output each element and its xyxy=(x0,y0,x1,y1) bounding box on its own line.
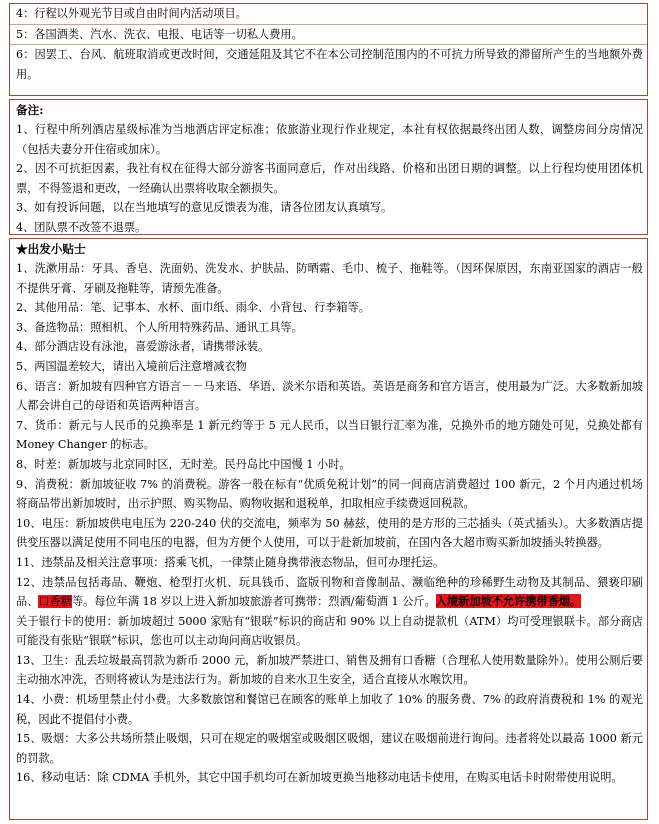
excluded-item: 5：各国酒类、汽水、洗衣、电报、电话等一切私人费用。 xyxy=(16,27,303,41)
tip-item: 8、时差：新加坡与北京同时区，无时差。民丹岛比中国慢 1 小时。 xyxy=(16,457,351,471)
tip-item: 10、电压：新加坡供电电压为 220-240 伏的交流电，频率为 50 赫兹，使用的是方形的三芯插头（英式插头）。大多数酒店提供变压器以满足使用不同电压的电器，但为方便个人使用，可以于赴新加坡前，在国内各大超市购买新加坡插头转换器。 xyxy=(16,516,643,550)
tip-item: 1、洗漱用品：牙具、香皂、洗面奶、洗发水、护肤品、防晒霜、毛巾、梳子、拖鞋等。（因环保原因，东南亚国家的酒店一般不提供牙膏、牙刷及拖鞋等，请预先准备。 xyxy=(16,262,643,295)
excluded-item: 6：因罢工、台风、航班取消或更改时间，交通延阻及其它不在本公司控制范围内的不可抗力所导致的滞留所产生的当地额外费用。 xyxy=(16,48,643,81)
tips-title: ★出发小贴士 xyxy=(16,242,86,256)
tip-item: 6、语言：新加坡有四种官方语言－－马来语、华语、淡米尔语和英语。英语是商务和官方语言，使用最为广泛。大多数新加坡人都会讲自己的母语和英语两种语言。 xyxy=(16,379,643,413)
tip-item-prohibited-goods xyxy=(10,573,647,612)
tip-item: 3、备选物品：照相机、个人所用特殊药品、通讯工具等。 xyxy=(16,320,303,334)
tip-item: 14、小费：机场里禁止付小费。大多数旅馆和餐馆已在顾客的账单上加收了 10% 的服务费、7% 的政府消费税和 1% 的观光税，因此不提倡付小费。 xyxy=(16,693,643,726)
note-item: 1、行程中所列酒店星级标准为当地酒店评定标准；依旅游业现行作业规定，本社有权依据最终出团人数，调整房间分房情况（包括夫妻分开住宿或加床）。 xyxy=(16,123,643,156)
tip-item: 16、移动电话：除 CDMA 手机外，其它中国手机均可在新加坡更换当地移动电话卡使用，在购买电话卡时附带使用说明。 xyxy=(16,771,623,785)
tip-item: 7、货币：新元与人民币的兑换率是 1 新元约等于 5 元人民币，以当日银行汇率为准，兑换外币的地方随处可见，兑换处都有 Money Changer 的标志。 xyxy=(16,418,643,452)
travel-tips-section xyxy=(9,238,648,820)
note-item: 4、团队票不改签不退票。 xyxy=(16,220,147,234)
note-item: 2、因不可抗拒因素，我社有权在征得大部分游客书面同意后，作对出线路、价格和出团日期的调整。以上行程均使用团体机票，不得签退和更改，一经确认出票将收取全额损失。 xyxy=(16,162,643,195)
tip-item: 5、两国温差较大，请出入境前后注意增减衣物 xyxy=(16,359,247,373)
notes-title: 备注: xyxy=(16,103,44,117)
prohibited-text: 12、违禁品包括毒品、鞭炮、枪型打火机、玩具钱币、盗版刊物和音像制品、濒临绝种的珍稀野生动物及其制品、猥亵印刷品、 xyxy=(16,575,643,609)
tip-item: 关于银行卡的使用：新加坡超过 5000 家贴有“银联”标识的商店和 90% 以上自动提款机（ATM）均可受理银联卡。部分商店可能没有张贴“银联”标识，您也可以主动询问商店收银员。 xyxy=(16,614,643,648)
tip-item: 11、违禁品及相关注意事项：搭乘飞机，一律禁止随身携带液态物品，但可办理托运。 xyxy=(16,555,445,569)
alcohol-allowance-text: 等。每位年满 18 岁以上进入新加坡旅游者可携带：烈酒/葡萄酒 1 公斤。 xyxy=(71,595,436,609)
tip-item: 9、消费税：新加坡征收 7% 的消费税。游客一般在标有“优质免税计划”的同一间商店消费超过 100 新元，2 个月内通过机场将商品带出新加坡时，出示护照、购买物品、购物收据和退税单，扣取相应手续费返回税款。 xyxy=(16,477,643,511)
notes-section xyxy=(9,99,648,235)
cigarette-warning-highlight: 入境新加坡不允许携带香烟。 xyxy=(435,594,582,609)
tip-item: 15、吸烟：大多公共场所禁止吸烟，只可在规定的吸烟室或吸烟区吸烟，建议在吸烟前进行询问。违者将处以最高 1000 新元的罚款。 xyxy=(16,732,643,765)
chewing-gum-highlight: 口香糖 xyxy=(38,595,72,609)
tip-item: 13、卫生：乱丢垃圾最高罚款为新币 2000 元，新加坡严禁进口、销售及拥有口香糖（合理私人使用数量除外）。使用公厕后要主动抽水冲洗，否则将被认为是违法行为。新加坡的自来水卫生安全，适合直接从水喉饮用。 xyxy=(16,653,643,687)
excluded-item: 4：行程以外观光节目或自由时间内活动项目。 xyxy=(16,7,247,20)
note-item: 3、如有投诉问题，以在当地填写的意见反馈表为准，请各位团友认真填写。 xyxy=(16,201,393,215)
tip-item: 2、其他用品：笔、记事本、水杯、面巾纸、雨伞、小背包、行李箱等。 xyxy=(16,301,370,315)
excluded-costs-section xyxy=(9,3,648,96)
tip-item: 4、部分酒店设有泳池，喜爱游泳者，请携带泳装。 xyxy=(16,340,270,354)
